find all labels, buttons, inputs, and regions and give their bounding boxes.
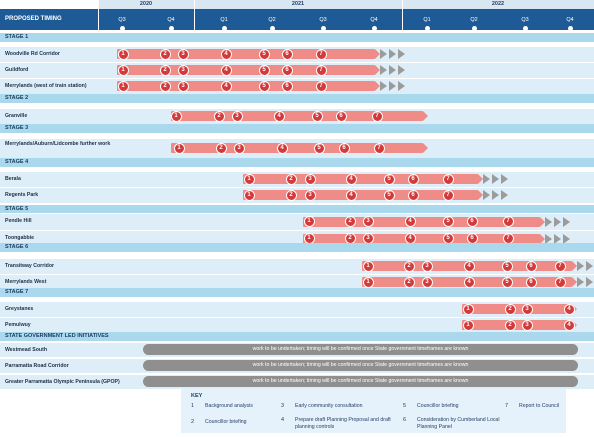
header-bar — [0, 9, 594, 30]
chevron-right-icon — [483, 190, 490, 200]
row-label: Pemulwuy — [5, 322, 31, 328]
milestone-marker: 3 — [232, 111, 243, 122]
milestone-marker: 3 — [178, 81, 189, 92]
milestone-marker: 3 — [305, 190, 316, 201]
key-text: Councillor briefing — [417, 403, 459, 409]
quarter-label: Q3 — [319, 17, 327, 23]
milestone-marker: 3 — [363, 233, 374, 244]
stage-band — [0, 158, 594, 167]
milestone-marker: 4 — [221, 81, 232, 92]
chevron-right-icon — [545, 217, 552, 227]
timeline-bar — [171, 111, 423, 121]
row-label: Granville — [5, 113, 28, 119]
row-label: Westmead South — [5, 347, 47, 353]
chevron-right-icon — [398, 81, 405, 91]
year-2021: 2021 — [291, 1, 305, 7]
key-num: 1 — [191, 403, 195, 409]
chevron-right-icon — [577, 261, 584, 271]
milestone-marker: 2 — [404, 277, 415, 288]
milestone-marker: 7 — [443, 174, 454, 185]
quarter-dot — [120, 26, 125, 31]
quarter-label: Q1 — [423, 17, 431, 23]
year-2022: 2022 — [491, 1, 505, 7]
year-2020: 2020 — [139, 1, 153, 7]
milestone-marker: 2 — [160, 65, 171, 76]
row-label: Merrylands/Auburn/Lidcombe further work — [5, 141, 111, 147]
milestone-marker: 3 — [363, 216, 374, 227]
chevron-right-icon — [554, 234, 561, 244]
stage-label: STAGE 5 — [5, 206, 29, 212]
quarter-dot — [372, 26, 377, 31]
quarter-label: Q4 — [370, 17, 378, 23]
stage-label: STAGE 7 — [5, 289, 29, 295]
milestone-marker: 7 — [316, 81, 327, 92]
chevron-right-icon — [398, 65, 405, 75]
quarter-dot — [568, 26, 573, 31]
chevron-right-icon — [492, 190, 499, 200]
milestone-marker: 2 — [214, 111, 225, 122]
quarter-label: Q4 — [566, 17, 574, 23]
milestone-marker: 4 — [346, 190, 357, 201]
milestone-marker: 1 — [363, 261, 374, 272]
milestone-marker: 4 — [221, 49, 232, 60]
quarter-label: Q3 — [118, 17, 126, 23]
milestone-marker: 5 — [443, 216, 454, 227]
milestone-marker: 2 — [160, 49, 171, 60]
milestone-marker: 6 — [408, 174, 419, 185]
milestone-marker: 7 — [503, 216, 514, 227]
milestone-marker: 5 — [312, 111, 323, 122]
milestone-marker: 1 — [118, 65, 129, 76]
milestone-marker: 3 — [522, 320, 533, 331]
key-num: 4 — [281, 417, 285, 423]
bar-arrow-icon — [423, 111, 428, 121]
quarter-label: Q2 — [268, 17, 276, 23]
milestone-marker: 1 — [363, 277, 374, 288]
chevron-right-icon — [389, 81, 396, 91]
milestone-marker: 4 — [346, 174, 357, 185]
milestone-marker: 2 — [404, 261, 415, 272]
timeline-bar — [462, 304, 572, 314]
quarter-label: Q2 — [470, 17, 478, 23]
milestone-marker: 2 — [286, 174, 297, 185]
milestone-marker: 6 — [336, 111, 347, 122]
timeline-bar — [117, 65, 375, 75]
chevron-right-icon — [501, 190, 508, 200]
milestone-marker: 5 — [314, 143, 325, 154]
row-label: Merrylands West — [5, 279, 47, 285]
milestone-marker: 4 — [221, 65, 232, 76]
stage-label: STAGE 4 — [5, 159, 29, 165]
milestone-marker: 4 — [277, 143, 288, 154]
milestone-marker: 6 — [282, 65, 293, 76]
milestone-marker: 2 — [216, 143, 227, 154]
row-label: Berala — [5, 176, 21, 182]
row-label: Greystanes — [5, 306, 34, 312]
milestone-marker: 5 — [502, 261, 513, 272]
timeline-bar — [117, 49, 375, 59]
milestone-marker: 1 — [244, 174, 255, 185]
key-text: Early community consultation — [295, 403, 363, 409]
row-label: Merrylands (west of train station) — [5, 83, 87, 89]
timeline-bar — [462, 320, 572, 330]
milestone-marker: 6 — [526, 277, 537, 288]
key-text: Background analysis — [205, 403, 253, 409]
year-separator — [98, 9, 99, 31]
timeline-bar — [171, 143, 423, 153]
key-text: Councillor briefing — [205, 419, 247, 425]
header-title: PROPOSED TIMING — [5, 16, 62, 22]
milestone-marker: 1 — [244, 190, 255, 201]
milestone-marker: 3 — [305, 174, 316, 185]
milestone-marker: 4 — [405, 216, 416, 227]
stage-band — [0, 243, 594, 252]
chevron-right-icon — [483, 174, 490, 184]
milestone-marker: 1 — [304, 216, 315, 227]
year-separator — [402, 9, 403, 31]
key-num: 6 — [403, 417, 407, 423]
milestone-marker: 3 — [422, 277, 433, 288]
milestone-marker: 1 — [118, 49, 129, 60]
milestone-marker: 2 — [345, 216, 356, 227]
milestone-marker: 7 — [316, 49, 327, 60]
state-led-note: work to be undertaken; timing will be confirmed once State government timeframes are known — [252, 362, 469, 368]
row-label: Guildford — [5, 67, 29, 73]
chevron-right-icon — [586, 277, 593, 287]
milestone-marker: 3 — [422, 261, 433, 272]
stage-label: STAGE 3 — [5, 125, 29, 131]
chevron-right-icon — [563, 217, 570, 227]
milestone-marker: 6 — [467, 216, 478, 227]
row-label: Woodville Rd Corridor — [5, 51, 60, 57]
milestone-marker: 7 — [443, 190, 454, 201]
key-num: 2 — [191, 419, 195, 425]
stage-band — [0, 94, 594, 103]
state-led-note: work to be undertaken; timing will be confirmed once State government timeframes are known — [252, 378, 469, 384]
milestone-marker: 5 — [443, 233, 454, 244]
timeline-bar — [117, 81, 375, 91]
milestone-marker: 7 — [555, 261, 566, 272]
milestone-marker: 6 — [282, 81, 293, 92]
milestone-marker: 5 — [259, 81, 270, 92]
milestone-marker: 3 — [178, 65, 189, 76]
chevron-right-icon — [380, 65, 387, 75]
milestone-marker: 4 — [274, 111, 285, 122]
quarter-label: Q4 — [167, 17, 175, 23]
milestone-marker: 6 — [339, 143, 350, 154]
milestone-marker: 5 — [384, 174, 395, 185]
quarter-dot — [425, 26, 430, 31]
row-label: Parramatta Road Corridor — [5, 363, 69, 369]
milestone-marker: 1 — [463, 304, 474, 315]
milestone-marker: 6 — [282, 49, 293, 60]
quarter-dot — [472, 26, 477, 31]
chevron-right-icon — [501, 174, 508, 184]
milestone-marker: 5 — [502, 277, 513, 288]
milestone-marker: 6 — [408, 190, 419, 201]
chevron-right-icon — [380, 81, 387, 91]
milestone-marker: 2 — [505, 304, 516, 315]
milestone-marker: 7 — [372, 111, 383, 122]
milestone-marker: 4 — [564, 304, 575, 315]
milestone-marker: 4 — [464, 261, 475, 272]
chevron-right-icon — [492, 174, 499, 184]
milestone-marker: 7 — [316, 65, 327, 76]
milestone-marker: 2 — [160, 81, 171, 92]
row-label: Greater Parramatta Olympic Peninsula (GPOP) — [5, 379, 120, 385]
milestone-marker: 1 — [463, 320, 474, 331]
row-label: Regents Park — [5, 192, 39, 198]
milestone-marker: 2 — [505, 320, 516, 331]
milestone-marker: 4 — [564, 320, 575, 331]
stage-label: STATE GOVERNMENT LED INITIATIVES — [5, 333, 109, 339]
chevron-right-icon — [545, 234, 552, 244]
stage-band — [0, 332, 594, 341]
milestone-marker: 7 — [555, 277, 566, 288]
key-num: 3 — [281, 403, 285, 409]
milestone-marker: 4 — [405, 233, 416, 244]
quarter-dot — [169, 26, 174, 31]
chevron-right-icon — [389, 65, 396, 75]
milestone-marker: 5 — [384, 190, 395, 201]
milestone-marker: 5 — [259, 65, 270, 76]
chevron-right-icon — [380, 49, 387, 59]
milestone-marker: 5 — [259, 49, 270, 60]
stage-label: STAGE 2 — [5, 95, 29, 101]
row-label: Transitway Corridor — [5, 263, 55, 269]
key-num: 7 — [505, 403, 509, 409]
year-separator — [194, 9, 195, 31]
stage-label: STAGE 1 — [5, 34, 29, 40]
key-text: Prepare draft Planning Proposal and draft planning controls — [295, 417, 391, 430]
milestone-marker: 1 — [304, 233, 315, 244]
milestone-marker: 2 — [286, 190, 297, 201]
chevron-right-icon — [554, 217, 561, 227]
stage-band — [0, 124, 594, 133]
milestone-marker: 3 — [178, 49, 189, 60]
quarter-dot — [523, 26, 528, 31]
milestone-marker: 7 — [503, 233, 514, 244]
chevron-right-icon — [563, 234, 570, 244]
milestone-marker: 4 — [464, 277, 475, 288]
key-panel — [181, 389, 566, 433]
milestone-marker: 1 — [171, 111, 182, 122]
quarter-dot — [270, 26, 275, 31]
key-text: Report to Council — [519, 403, 560, 409]
key-num: 5 — [403, 403, 407, 409]
quarter-dot — [222, 26, 227, 31]
row-label: Pendle Hill — [5, 218, 32, 224]
milestone-marker: 3 — [522, 304, 533, 315]
quarter-label: Q1 — [220, 17, 228, 23]
milestone-marker: 1 — [118, 81, 129, 92]
chevron-right-icon — [586, 261, 593, 271]
stage-label: STAGE 6 — [5, 244, 29, 250]
milestone-marker: 6 — [467, 233, 478, 244]
state-led-note: work to be undertaken; timing will be confirmed once State government timeframes are known — [252, 346, 469, 352]
chevron-right-icon — [398, 49, 405, 59]
quarter-dot — [321, 26, 326, 31]
milestone-marker: 6 — [526, 261, 537, 272]
stage-band — [0, 33, 594, 42]
quarter-label: Q3 — [521, 17, 529, 23]
milestone-marker: 2 — [345, 233, 356, 244]
bar-arrow-icon — [423, 143, 428, 153]
row-label: Toongabbie — [5, 235, 35, 241]
milestone-marker: 3 — [234, 143, 245, 154]
stage-band — [0, 288, 594, 297]
key-title: KEY — [191, 393, 203, 399]
chevron-right-icon — [577, 277, 584, 287]
milestone-marker: 1 — [174, 143, 185, 154]
chevron-right-icon — [389, 49, 396, 59]
milestone-marker: 7 — [374, 143, 385, 154]
key-text: Consideration by Cumberland Local Planning Panel — [417, 417, 500, 430]
